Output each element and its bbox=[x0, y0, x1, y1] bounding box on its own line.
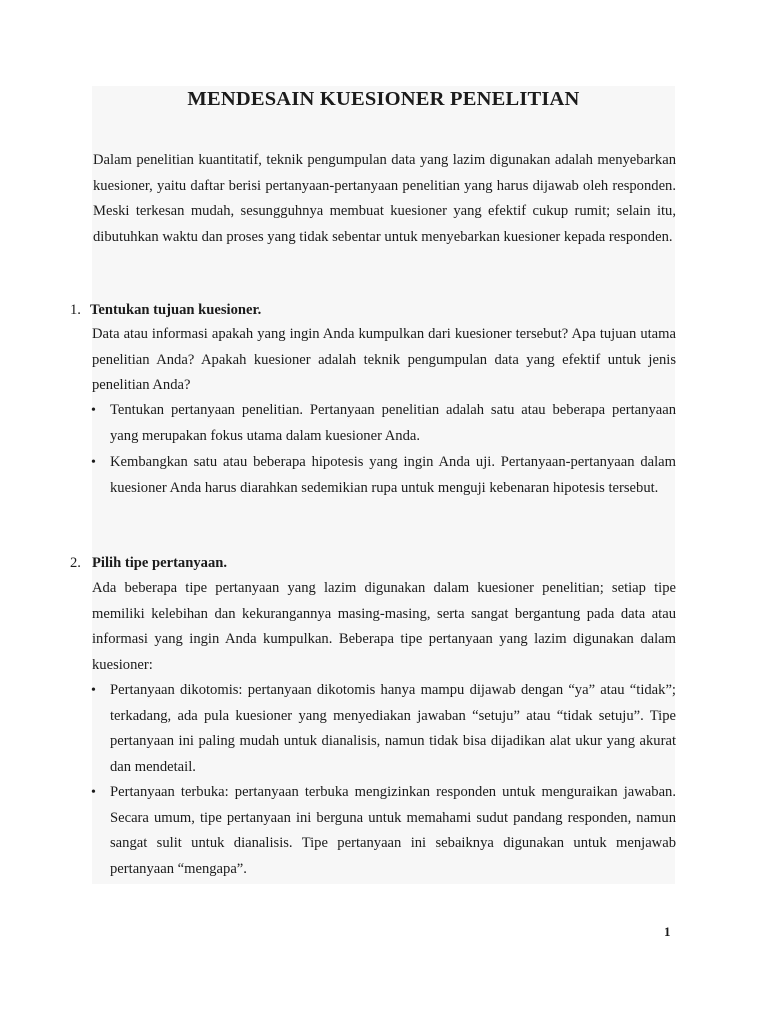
list-item-text: Pertanyaan dikotomis: pertanyaan dikotomis hanya mampu dijawab dengan “ya” atau “tidak”; terkadang, ada pula kuesioner yang menyediakan jawaban “setuju” atau “tidak setuju”. Tipe pertanyaan ini paling mudah untuk dianalisis, namun tidak bisa dijadikan alat ukur yang akurat dan mendetail. bbox=[110, 682, 676, 775]
section-2-number: 2. bbox=[70, 555, 81, 571]
section-1-title: Tentukan tujuan kuesioner. bbox=[90, 302, 262, 318]
section-2-title: Pilih tipe pertanyaan. bbox=[92, 555, 227, 571]
list-item bbox=[91, 780, 676, 882]
section-1-body: Data atau informasi apakah yang ingin Anda kumpulkan dari kuesioner tersebut? Apa tujuan utama penelitian Anda? Apakah kuesioner adalah teknik pengumpulan data yang efektif untuk jenis penelitian Anda? bbox=[92, 326, 676, 393]
list-item-text: Tentukan pertanyaan penelitian. Pertanyaan penelitian adalah satu atau beberapa pertanyaan yang merupakan fokus utama dalam kuesioner Anda. bbox=[110, 402, 676, 444]
list-item bbox=[91, 678, 676, 780]
page-number: 1 bbox=[664, 924, 671, 939]
bullet-icon: • bbox=[91, 683, 96, 698]
intro-paragraph: Dalam penelitian kuantitatif, teknik pengumpulan data yang lazim digunakan adalah menyebarkan kuesioner, yaitu daftar berisi pertanyaan-pertanyaan penelitian yang harus dijawab oleh responden. Meski terkesan mudah, sesungguhnya membuat kuesioner yang efektif cukup rumit; selain itu, dibutuhkan waktu dan proses yang tidak sebentar untuk menyebarkan kuesioner kepada responden. bbox=[93, 152, 676, 245]
list-item-text: Pertanyaan terbuka: pertanyaan terbuka mengizinkan responden untuk menguraikan jawaban. Secara umum, tipe pertanyaan ini berguna untuk memahami sudut pandang responden, namun sangat sulit untuk dianalisis. Tipe pertanyaan ini sebaiknya digunakan untuk menjawab pertanyaan “mengapa”. bbox=[110, 784, 676, 877]
section-1-number: 1. bbox=[70, 302, 81, 318]
document-title: MENDESAIN KUESIONER PENELITIAN bbox=[187, 88, 580, 110]
bullet-icon: • bbox=[91, 455, 96, 470]
list-item bbox=[91, 450, 676, 501]
bullet-icon: • bbox=[91, 785, 96, 800]
list-item-text: Kembangkan satu atau beberapa hipotesis yang ingin Anda uji. Pertanyaan-pertanyaan dalam kuesioner Anda harus diarahkan sedemikian rupa untuk menguji kebenaran hipotesis tersebut. bbox=[110, 454, 676, 496]
list-item bbox=[91, 398, 676, 449]
section-2-body: Ada beberapa tipe pertanyaan yang lazim digunakan dalam kuesioner penelitian; setiap tipe memiliki kelebihan dan kekurangannya masing-masing, serta sangat bergantung pada data atau informasi yang ingin Anda kumpulkan. Beberapa tipe pertanyaan yang lazim digunakan dalam kuesioner: bbox=[92, 580, 676, 673]
bullet-icon: • bbox=[91, 403, 96, 418]
